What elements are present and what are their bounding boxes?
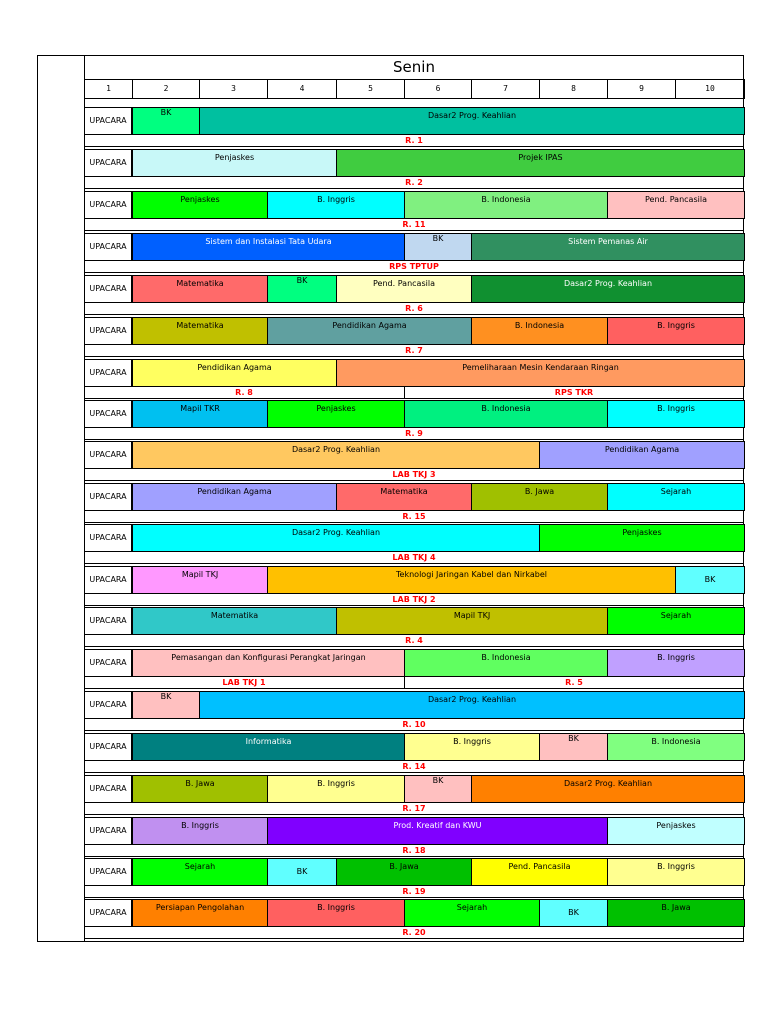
room-label: R. 6 [405,304,423,313]
room-label: R. 9 [405,429,423,438]
day-title: Senin [393,58,435,76]
room-label-row [84,719,744,731]
subject-block: Penjaskes [607,817,745,845]
subject-block: B. Inggris [267,899,405,927]
class-row [84,107,744,147]
upacara-cell: UPACARA [84,775,132,803]
period-header-6: 6 [404,79,472,99]
subject-block: BK [132,691,200,719]
upacara-cell: UPACARA [84,233,132,261]
upacara-cell: UPACARA [84,566,132,594]
subject-block: Dasar2 Prog. Keahlian [199,107,745,135]
period-header-2: 2 [132,79,200,99]
class-row [84,607,744,647]
class-row [84,483,744,523]
room-label-row [84,761,744,773]
subject-block: B. Inggris [404,733,540,761]
subject-block: Pendidikan Agama [132,359,337,387]
subject-block: BK [675,566,745,594]
class-row [84,649,744,689]
room-label: R. 8 [235,388,253,397]
upacara-cell: UPACARA [84,441,132,469]
upacara-cell: UPACARA [84,359,132,387]
upacara-cell: UPACARA [84,107,132,135]
class-row [84,775,744,815]
room-label-row [84,219,744,231]
subject-block: Mapil TKJ [336,607,608,635]
period-header-4: 4 [267,79,337,99]
subject-block: BK [132,107,200,135]
upacara-cell: UPACARA [84,483,132,511]
room-label: R. 4 [405,636,423,645]
subject-block: Penjaskes [267,400,405,428]
subject-block: Matematika [132,317,268,345]
subject-block: Teknologi Jaringan Kabel dan Nirkabel [267,566,676,594]
upacara-cell: UPACARA [84,649,132,677]
period-header-7: 7 [471,79,540,99]
class-row [84,149,744,189]
subject-block: B. Inggris [267,775,405,803]
room-label: R. 1 [405,136,423,145]
class-row [84,275,744,315]
subject-block: Mapil TKR [132,400,268,428]
subject-block: BK [267,275,337,303]
upacara-cell: UPACARA [84,317,132,345]
subject-block: Penjaskes [132,191,268,219]
subject-block: Sejarah [404,899,540,927]
subject-block: Projek IPAS [336,149,745,177]
room-label: R. 5 [565,678,583,687]
subject-block: Mapil TKJ [132,566,268,594]
subject-block: BK [539,899,608,927]
subject-block: Pendidikan Agama [132,483,337,511]
room-label: RPS TPTUP [389,262,439,271]
room-label-row [84,261,744,273]
subject-block: Penjaskes [132,149,337,177]
room-label: LAB TKJ 1 [222,678,266,687]
subject-block: Sejarah [607,483,745,511]
upacara-cell: UPACARA [84,899,132,927]
subject-block: Pend. Pancasila [336,275,472,303]
room-label: R. 20 [402,928,426,937]
subject-block: Sistem dan Instalasi Tata Udara [132,233,405,261]
room-label: R. 15 [402,512,426,521]
period-header-9: 9 [607,79,676,99]
period-header-1: 1 [84,79,133,99]
subject-block: Informatika [132,733,405,761]
room-label: LAB TKJ 3 [392,470,436,479]
room-label: R. 11 [402,220,426,229]
class-row [84,858,744,898]
upacara-cell: UPACARA [84,607,132,635]
room-label: LAB TKJ 2 [392,595,436,604]
room-label: LAB TKJ 4 [392,553,436,562]
subject-block: Pendidikan Agama [539,441,745,469]
class-row [84,524,744,564]
room-label: R. 10 [402,720,426,729]
class-row [84,566,744,606]
subject-block: BK [404,775,472,803]
class-row [84,733,744,773]
subject-block: Dasar2 Prog. Keahlian [132,524,540,552]
room-label-row [84,803,744,815]
subject-block: B. Inggris [607,649,745,677]
subject-block: BK [539,733,608,761]
subject-block: B. Inggris [607,400,745,428]
room-label: R. 17 [402,804,426,813]
subject-block: B. Inggris [607,317,745,345]
upacara-cell: UPACARA [84,817,132,845]
subject-block: B. Jawa [336,858,472,886]
subject-block: Pendidikan Agama [267,317,472,345]
subject-block: Pend. Pancasila [471,858,608,886]
subject-block: Pemeliharaan Mesin Kendaraan Ringan [336,359,745,387]
class-row [84,441,744,481]
subject-block: B. Indonesia [471,317,608,345]
subject-block: Sejarah [132,858,268,886]
subject-block: Matematika [132,607,337,635]
upacara-cell: UPACARA [84,858,132,886]
subject-block: B. Jawa [471,483,608,511]
subject-block: Dasar2 Prog. Keahlian [471,275,745,303]
subject-block: B. Indonesia [404,649,608,677]
upacara-cell: UPACARA [84,400,132,428]
room-label-row [84,387,744,399]
room-label-row [84,677,744,689]
room-label: R. 14 [402,762,426,771]
class-row [84,817,744,857]
subject-block: B. Inggris [267,191,405,219]
room-label: R. 7 [405,346,423,355]
subject-block: Matematika [336,483,472,511]
period-header-5: 5 [336,79,405,99]
room-label-row [84,303,744,315]
subject-block: B. Indonesia [404,191,608,219]
subject-block: Sistem Pemanas Air [471,233,745,261]
room-label: RPS TKR [554,388,594,397]
room-label-row [84,428,744,440]
subject-block: B. Inggris [607,858,745,886]
upacara-cell: UPACARA [84,524,132,552]
upacara-cell: UPACARA [84,691,132,719]
room-label-row [84,469,744,481]
class-row [84,691,744,731]
upacara-cell: UPACARA [84,733,132,761]
subject-block: Matematika [132,275,268,303]
room-label-row [84,927,744,939]
subject-block: Persiapan Pengolahan [132,899,268,927]
class-row [84,233,744,273]
subject-block: Dasar2 Prog. Keahlian [471,775,745,803]
room-label-row [84,511,744,523]
subject-block: B. Jawa [607,899,745,927]
class-row [84,899,744,939]
subject-block: B. Indonesia [607,733,745,761]
upacara-cell: UPACARA [84,191,132,219]
subject-block: Pend. Pancasila [607,191,745,219]
room-label-row [84,594,744,606]
room-label-row [84,552,744,564]
period-header-8: 8 [539,79,608,99]
period-header-10: 10 [675,79,745,99]
subject-block: B. Jawa [132,775,268,803]
room-label-row [84,177,744,189]
upacara-cell: UPACARA [84,149,132,177]
subject-block: Sejarah [607,607,745,635]
subject-block: BK [267,858,337,886]
room-label: R. 19 [402,887,426,896]
room-label-row [84,135,744,147]
subject-block: Penjaskes [539,524,745,552]
room-label-row [84,886,744,898]
period-header-3: 3 [199,79,268,99]
subject-block: Prod. Kreatif dan KWU [267,817,608,845]
room-label-row [84,635,744,647]
class-row [84,191,744,231]
subject-block: BK [404,233,472,261]
class-row [84,359,744,399]
subject-block: Pemasangan dan Konfigurasi Perangkat Jaringan [132,649,405,677]
class-row [84,317,744,357]
subject-block: Dasar2 Prog. Keahlian [199,691,745,719]
subject-block: B. Inggris [132,817,268,845]
room-label-row [84,345,744,357]
room-label-row [84,845,744,857]
upacara-cell: UPACARA [84,275,132,303]
subject-block: Dasar2 Prog. Keahlian [132,441,540,469]
room-label: R. 18 [402,846,426,855]
subject-block: B. Indonesia [404,400,608,428]
class-row [84,400,744,440]
room-label: R. 2 [405,178,423,187]
